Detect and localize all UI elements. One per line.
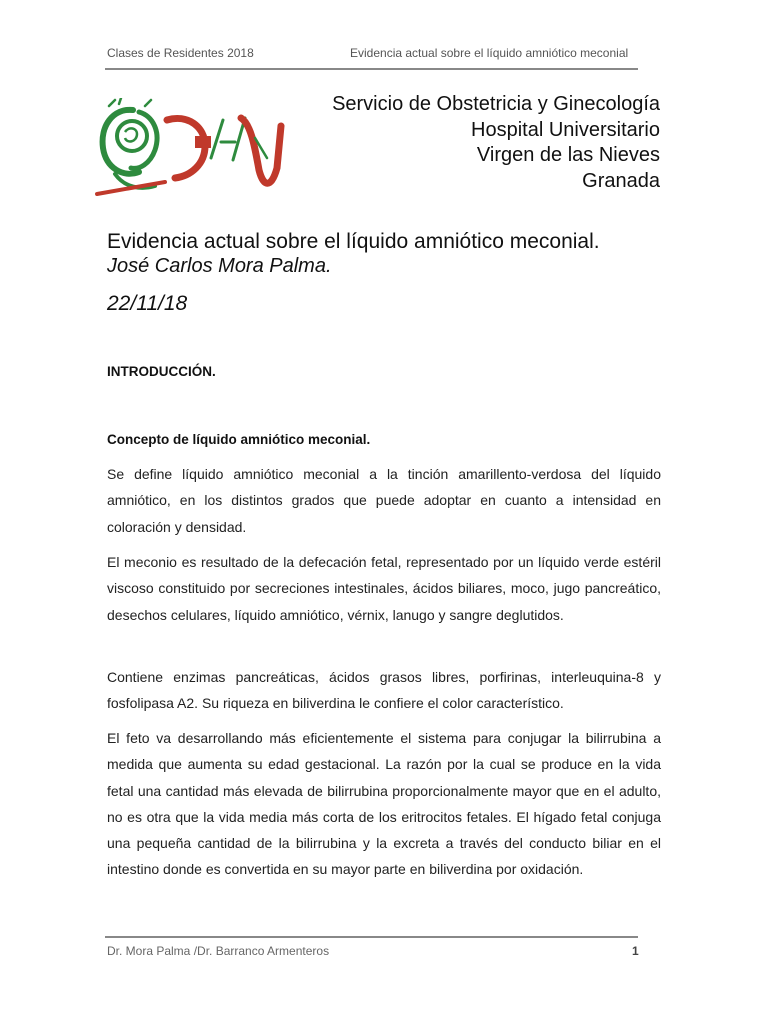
paragraph: El feto va desarrollando más eficientemente el sistema para conjugar la bilirrubina a medida que aumenta su edad gestacional. La razón por la cual se produce en la vida fetal una cantidad más elevada de bilirrubina proporcionalmente mayor que en el adulto, no es otra que la vida media más corta de los eritrocitos fetales. El hígado fetal conjuga una pequeña cantidad de la bilirrubina y la excreta a través del conducto biliar en el intestino donde es convertida en su mayor parte en biliverdina por oxidación. (107, 730, 661, 878)
page-number: 1 (632, 944, 639, 958)
intro-heading: INTRODUCCIÓN. (107, 364, 216, 379)
paragraph: Se define líquido amniótico meconial a la tinción amarillento-verdosa del líquido amniótico, en los distintos grados que puede adoptar en cuanto a intensidad en coloración y densidad. (107, 466, 661, 535)
institution-line: Virgen de las Nieves (476, 144, 660, 166)
footer-authors: Dr. Mora Palma /Dr. Barranco Armenteros (107, 944, 330, 958)
concept-heading: Concepto de líquido amniótico meconial. (107, 432, 371, 447)
institution-line: Servicio de Obstetricia y Ginecología (332, 93, 660, 115)
institution-line: Hospital Universitario (471, 118, 660, 141)
paragraph: Contiene enzimas pancreáticas, ácidos grasos libres, porfirinas, interleuquina-8 y fosfolipasa A2. Su riqueza en biliverdina le confiere el color característico. (107, 669, 661, 712)
document-title: Evidencia actual sobre el líquido amniótico meconial. (107, 230, 600, 253)
header-left-text: Clases de Residentes 2018 (107, 46, 254, 60)
institution-block (332, 92, 660, 194)
paragraph: El meconio es resultado de la defecación fetal, representado por un líquido verde estéril viscoso constituido por secreciones intestinales, ácidos biliares, moco, jugo pancreático, desechos celulares, líquido amniótico, vérnix, lanugo y sangre deglutidos. (107, 554, 661, 623)
institution-line: Granada (582, 169, 660, 192)
header-right-text: Evidencia actual sobre el líquido amniótico meconial (350, 46, 629, 60)
header-rule (105, 68, 638, 70)
footer-rule (105, 936, 638, 938)
document-author: José Carlos Mora Palma. (107, 255, 332, 277)
hospital-logo-icon (95, 98, 287, 196)
document-date: 22/11/18 (107, 292, 188, 315)
